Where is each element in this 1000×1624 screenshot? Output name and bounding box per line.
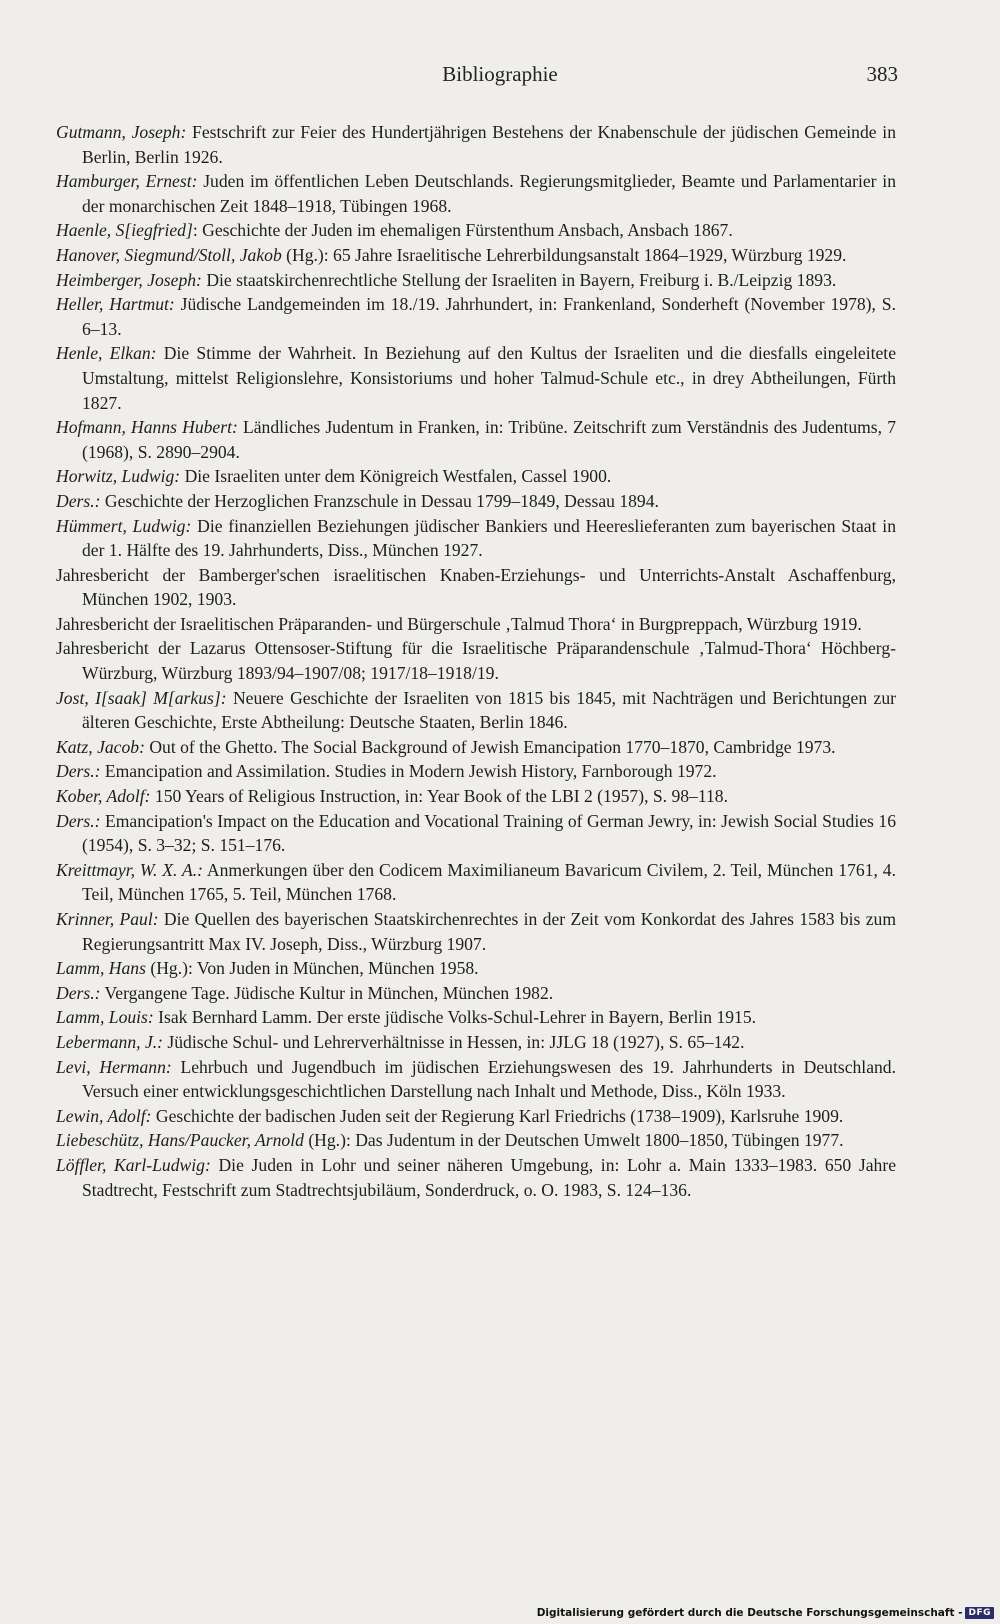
entry-author: Katz, Jacob:	[56, 736, 145, 757]
entry-author: Ders.:	[56, 810, 101, 831]
bibliography-entry	[56, 341, 896, 415]
entry-text: 150 Years of Religious Instruction, in: Year Book of the LBI 2 (1957), S. 98–118.	[150, 786, 728, 807]
bibliography-entry	[56, 120, 896, 169]
entry-text: Die Juden in Lohr und seiner näheren Umgebung, in: Lohr a. Main 1333–1983. 650 Jahre Stadtrecht, Festschrift zum Stadtrechtsjubiläum, Sonderdruck, o. O. 1983, S. 124–136.	[82, 1154, 897, 1200]
entry-text: Die Stimme der Wahrheit. In Beziehung auf den Kultus der Israeliten und die diesfalls eingeleitete Umstaltung, mittelst Religionslehre, Konsistoriums und hoher Talmud-Schule etc., in drey Abtheilungen, Fürth 1827.	[82, 343, 897, 413]
entry-text: Geschichte der badischen Juden seit der Regierung Karl Friedrichs (1738–1909), Karlsruhe 1909.	[151, 1105, 844, 1126]
entry-author: Ders.:	[56, 490, 101, 511]
entry-text: Jüdische Landgemeinden im 18./19. Jahrhundert, in: Frankenland, Sonderheft (November 1978), S. 6–13.	[82, 294, 896, 339]
entry-text: Die Quellen des bayerischen Staatskirchenrechtes in der Zeit vom Konkordat des Jahres 1583 bis zum Regierungsantritt Max IV. Joseph, Diss., Würzburg 1907.	[82, 909, 896, 954]
entry-author: Haenle, S[iegfried]	[56, 220, 193, 241]
entry-text: Jahresbericht der Israelitischen Präparanden- und Bürgerschule ‚Talmud Thora‘ in Burgpreppach, Würzburg 1919.	[56, 613, 862, 634]
entry-author: Lewin, Adolf:	[56, 1105, 152, 1126]
entry-text: Isak Bernhard Lamm. Der erste jüdische Volks-Schul-Lehrer in Bayern, Berlin 1915.	[153, 1007, 757, 1028]
bibliography-entry	[56, 1104, 896, 1129]
entry-author: Henle, Elkan:	[56, 343, 157, 364]
entry-text: : Geschichte der Juden im ehemaligen Fürstenthum Ansbach, Ansbach 1867.	[192, 220, 733, 241]
entry-author: Hanover, Siegmund/Stoll, Jakob	[56, 244, 282, 265]
bibliography-list	[56, 120, 896, 1202]
bibliography-entry	[56, 981, 896, 1006]
entry-author: Kober, Adolf:	[56, 786, 151, 807]
entry-text: Lehrbuch und Jugendbuch im jüdischen Erziehungswesen des 19. Jahrhunderts in Deutschland. Versuch einer entwicklungsgeschichtlichen Darstellung nach Inhalt und Methode, Diss., Köln 1933.	[82, 1056, 897, 1102]
bibliography-entry	[56, 735, 896, 760]
page-title: Bibliographie	[442, 62, 558, 86]
entry-text: Jahresbericht der Lazarus Ottensoser-Stiftung für die Israelitische Präparandenschule ‚Talmud-Thora‘ Höchberg-Würzburg, Würzburg 1893/94–1907/08; 1917/18–1918/19.	[56, 638, 896, 684]
entry-text: Geschichte der Herzoglichen Franzschule in Dessau 1799–1849, Dessau 1894.	[100, 490, 659, 511]
entry-text: Emancipation's Impact on the Education and Vocational Training of German Jewry, in: Jewish Social Studies 16 (1954), S. 3–32; S. 151–176.	[82, 810, 896, 856]
bibliography-entry	[56, 292, 896, 341]
entry-text: Out of the Ghetto. The Social Background of Jewish Emancipation 1770–1870, Cambridge 1973.	[144, 736, 836, 757]
dfg-logo-icon: DFG	[965, 1607, 994, 1619]
entry-author: Hümmert, Ludwig:	[56, 515, 192, 536]
entry-author: Krinner, Paul:	[56, 909, 159, 929]
entry-text: Die staatskirchenrechtliche Stellung der Israeliten in Bayern, Freiburg i. B./Leipzig 1893.	[201, 269, 837, 290]
entry-author: Levi, Hermann:	[56, 1056, 172, 1077]
bibliography-entry	[56, 784, 896, 809]
bibliography-entry	[56, 464, 896, 489]
entry-text: Jahresbericht der Bamberger'schen israelitischen Knaben-Erziehungs- und Unterrichts-Anstalt Aschaffenburg, München 1902, 1903.	[56, 564, 896, 610]
bibliography-entry	[56, 1153, 896, 1202]
bibliography-entry	[56, 1055, 896, 1104]
entry-author: Heimberger, Joseph:	[56, 269, 202, 290]
bibliography-entry	[56, 1128, 896, 1153]
entry-text: Festschrift zur Feier des Hundertjährigen Bestehens der Knabenschule der jüdischen Gemeinde in Berlin, Berlin 1926.	[82, 122, 896, 167]
entry-author: Jost, I[saak] M[arkus]:	[56, 687, 227, 708]
entry-text: Anmerkungen über den Codicem Maximilianeum Bavaricum Civilem, 2. Teil, München 1761, 4. Teil, München 1765, 5. Teil, München 1768.	[82, 859, 896, 905]
entry-text: Die Israeliten unter dem Königreich Westfalen, Cassel 1900.	[180, 466, 612, 487]
footer-text: Digitalisierung gefördert durch die Deutsche Forschungsgemeinschaft -	[536, 1607, 963, 1619]
entry-author: Horwitz, Ludwig:	[56, 466, 181, 487]
entry-author: Lebermann, J.:	[56, 1031, 164, 1052]
bibliography-entry	[56, 563, 896, 612]
entry-author: Heller, Hartmut:	[56, 294, 175, 315]
bibliography-entry	[56, 956, 896, 981]
bibliography-entry	[56, 686, 896, 735]
entry-author: Lamm, Hans	[56, 958, 146, 979]
entry-author: Gutmann, Joseph:	[56, 122, 187, 142]
entry-author: Löffler, Karl-Ludwig:	[56, 1154, 211, 1175]
bibliography-entry	[56, 1005, 896, 1030]
entry-text: Juden im öffentlichen Leben Deutschlands. Regierungsmitglieder, Beamte und Parlamentarier in der monarchischen Zeit 1848–1918, Tübingen 1968.	[82, 171, 896, 216]
entry-author: Lamm, Louis:	[56, 1007, 154, 1028]
entry-text: (Hg.): Von Juden in München, München 1958.	[145, 958, 479, 979]
entry-author: Ders.:	[56, 982, 101, 1003]
bibliography-entry	[56, 858, 896, 907]
bibliography-entry	[56, 1030, 896, 1055]
bibliography-entry	[56, 169, 896, 218]
bibliography-entry	[56, 243, 896, 268]
entry-text: Ländliches Judentum in Franken, in: Tribüne. Zeitschrift zum Verständnis des Judentums, 7 (1968), S. 2890–2904.	[82, 417, 897, 462]
bibliography-entry	[56, 218, 896, 243]
entry-text: Die finanziellen Beziehungen jüdischer Bankiers und Heereslieferanten zum bayerischen Staat in der 1. Hälfte des 19. Jahrhunderts, Diss., München 1927.	[82, 515, 896, 561]
entry-text: Jüdische Schul- und Lehrerverhältnisse in Hessen, in: JJLG 18 (1927), S. 65–142.	[163, 1031, 745, 1052]
entry-author: Hamburger, Ernest:	[56, 171, 198, 192]
bibliography-entry	[56, 489, 896, 514]
bibliography-entry	[56, 759, 896, 784]
entry-author: Kreittmayr, W. X. A.:	[56, 859, 203, 880]
entry-text: Emancipation and Assimilation. Studies in Modern Jewish History, Farnborough 1972.	[100, 761, 717, 782]
running-head	[0, 62, 1000, 92]
entry-author: Ders.:	[56, 761, 101, 782]
entry-text: (Hg.): 65 Jahre Israelitische Lehrerbildungsanstalt 1864–1929, Würzburg 1929.	[281, 244, 847, 265]
entry-text: (Hg.): Das Judentum in der Deutschen Umwelt 1800–1850, Tübingen 1977.	[303, 1130, 844, 1151]
entry-author: Liebeschütz, Hans/Paucker, Arnold	[56, 1130, 304, 1151]
entry-text: Neuere Geschichte der Israeliten von 1815 bis 1845, mit Nachträgen und Berichtungen zur älteren Geschichte, Erste Abtheilung: Deutsche Staaten, Berlin 1846.	[82, 687, 896, 733]
bibliography-entry	[56, 612, 896, 637]
digitization-footer	[537, 1604, 994, 1622]
bibliography-entry	[56, 636, 896, 685]
bibliography-entry	[56, 907, 896, 956]
bibliography-entry	[56, 415, 896, 464]
page-number: 383	[866, 62, 898, 86]
bibliography-entry	[56, 809, 896, 858]
entry-author: Hofmann, Hanns Hubert:	[56, 417, 238, 438]
bibliography-entry	[56, 514, 896, 563]
bibliography-entry	[56, 268, 896, 293]
entry-text: Vergangene Tage. Jüdische Kultur in München, München 1982.	[100, 982, 554, 1003]
